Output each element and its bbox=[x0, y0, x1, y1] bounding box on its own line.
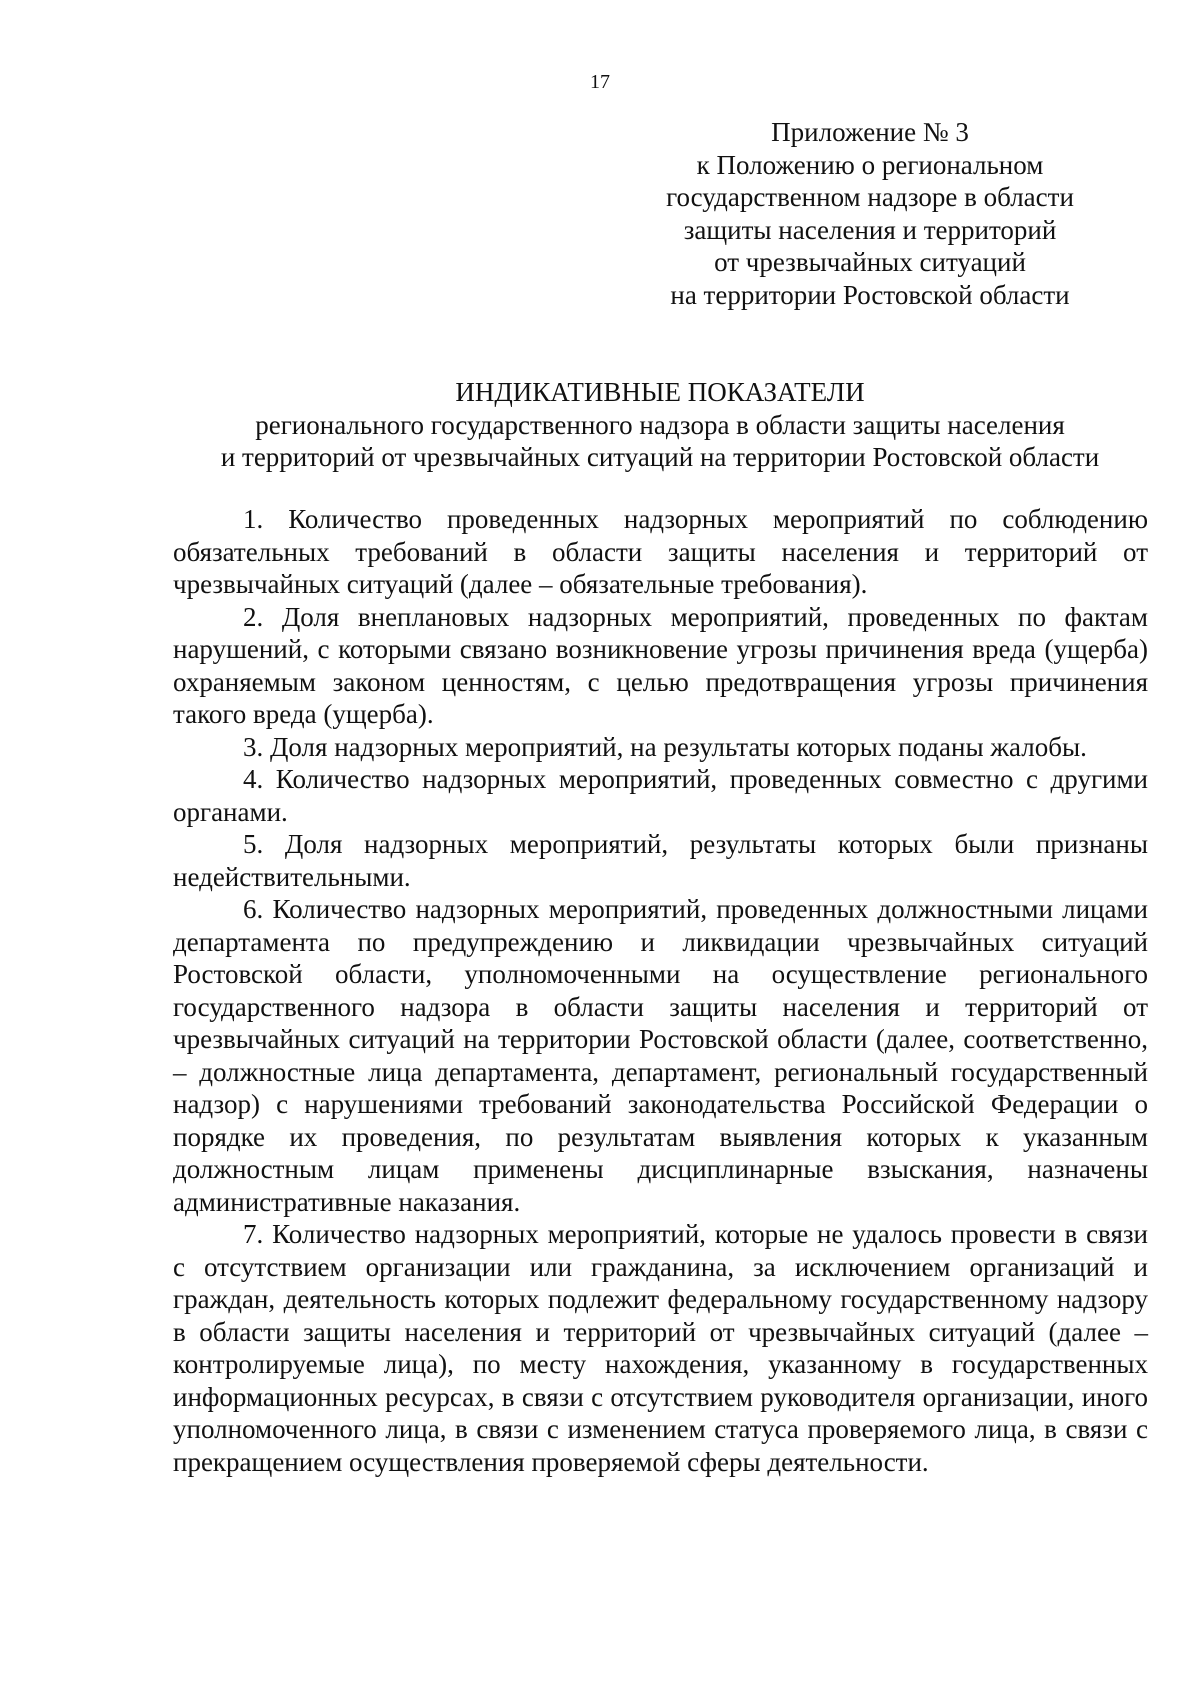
appendix-line: на территории Ростовской области bbox=[670, 279, 1070, 310]
appendix-line: Приложение № 3 bbox=[771, 117, 969, 147]
document-subtitle-line: и территорий от чрезвычайных ситуаций на территории Ростовской области bbox=[220, 442, 1100, 472]
appendix-line: к Положению о региональном bbox=[696, 149, 1044, 180]
document-subtitle-line: регионального государственного надзора в области защиты населения bbox=[255, 409, 1065, 440]
document-title-block bbox=[150, 376, 1170, 474]
indicator-paragraph-2: 2. Доля внеплановых надзорных мероприятий, проведенных по фактам нарушений, с которыми связано возникновение угрозы причинения вреда (ущерба) охраняемым законом ценностям, с целью предотвращения угрозы причинения такого вреда (ущерба). bbox=[173, 601, 1148, 729]
appendix-header bbox=[630, 116, 1110, 311]
appendix-line: от чрезвычайных ситуаций bbox=[714, 247, 1026, 277]
indicator-paragraph-6: 6. Количество надзорных мероприятий, проведенных должностными лицами департамента по предупреждению и ликвидации чрезвычайных ситуаций Ростовской области, уполномоченными на осуществление регионального государственного надзора в области защиты населения и территорий от чрезвычайных ситуаций на территории Ростовской области (далее, соответственно, – должностные лица департамента, департамент, региональный государственный надзор) с нарушениями требований законодательства Российской Федерации о порядке их проведения, по результатам выявления которых к указанным должностным лицам применены дисциплинарные взыскания, назначены административные наказания. bbox=[173, 894, 1148, 1217]
document-title: ИНДИКАТИВНЫЕ ПОКАЗАТЕЛИ bbox=[455, 377, 865, 407]
appendix-line: защиты населения и территорий bbox=[683, 214, 1057, 245]
indicator-paragraph-1: 1. Количество проведенных надзорных мероприятий по соблюдению обязательных требований в области защиты населения и территорий от чрезвычайных ситуаций (далее – обязательные требования). bbox=[173, 504, 1148, 599]
indicator-paragraph-3: 3. Доля надзорных мероприятий, на результаты которых поданы жалобы. bbox=[243, 731, 1087, 762]
document-body bbox=[173, 503, 1148, 1478]
indicator-paragraph-7: 7. Количество надзорных мероприятий, которые не удалось провести в связи с отсутствием организации или гражданина, за исключением организаций и граждан, деятельность которых подлежит федеральному государственному надзору в области защиты населения и территорий от чрезвычайных ситуаций (далее – контролируемые лица), по месту нахождения, указанному в государственных информационных ресурсах, в связи с отсутствием руководителя организации, иного уполномоченного лица, в связи с изменением статуса проверяемого лица, в связи с прекращением осуществления проверяемой сферы деятельности. bbox=[173, 1219, 1148, 1477]
indicator-paragraph-5: 5. Доля надзорных мероприятий, результаты которых были признаны недействительными. bbox=[173, 829, 1148, 892]
appendix-line: государственном надзоре в области bbox=[666, 182, 1074, 212]
page-number: 17 bbox=[590, 71, 610, 93]
indicator-paragraph-4: 4. Количество надзорных мероприятий, проведенных совместно с другими органами. bbox=[173, 764, 1148, 827]
